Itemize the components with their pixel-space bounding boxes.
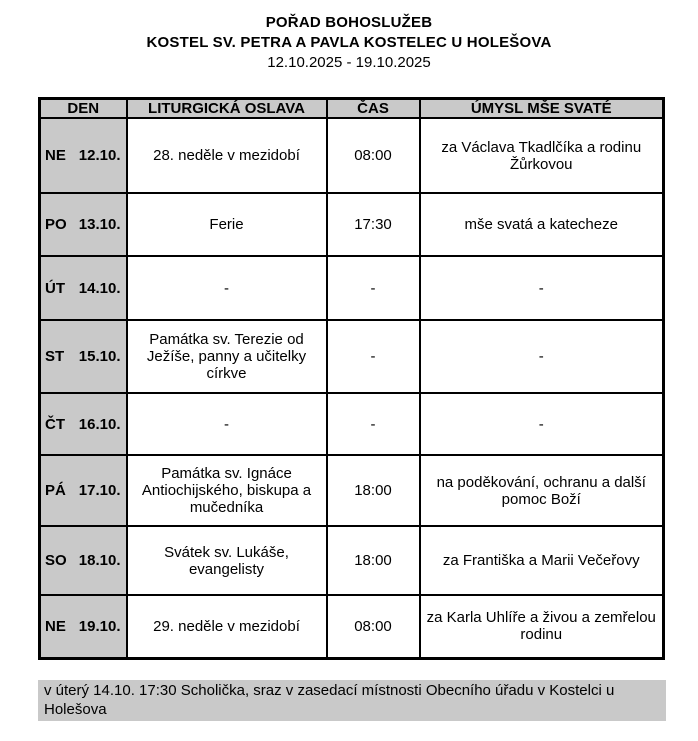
intention-cell: za Františka a Marii Večeřovy xyxy=(420,526,664,595)
table-row-so-18-10 xyxy=(40,526,664,595)
day-date: 17.10. xyxy=(78,482,121,499)
day-label xyxy=(41,618,126,635)
table-header-row xyxy=(40,99,664,119)
document-title: POŘAD BOHOSLUŽEB xyxy=(265,14,433,31)
day-abbr: SO xyxy=(45,552,67,569)
document-header xyxy=(0,0,698,73)
column-header-cas: ČAS xyxy=(327,99,420,119)
day-label xyxy=(41,147,126,164)
celebration-cell: Ferie xyxy=(127,193,327,256)
intention-cell: - xyxy=(420,256,664,320)
day-abbr: NE xyxy=(45,147,66,164)
time-cell: 18:00 xyxy=(327,455,420,526)
time-cell: - xyxy=(327,393,420,455)
intention-cell: za Václava Tkadlčíka a rodinu Žůrkovou xyxy=(420,118,664,193)
day-date: 18.10. xyxy=(78,552,121,569)
table-row-ct-16-10 xyxy=(40,393,664,455)
day-cell xyxy=(40,256,127,320)
day-cell xyxy=(40,455,127,526)
celebration-cell: - xyxy=(127,393,327,455)
intention-cell: za Karla Uhlíře a živou a zemřelou rodinu xyxy=(420,595,664,658)
day-label xyxy=(41,216,126,233)
day-abbr: PÁ xyxy=(45,482,66,499)
day-cell xyxy=(40,118,127,193)
time-cell: 08:00 xyxy=(327,118,420,193)
celebration-cell: Památka sv. Ignáce Antiochijského, biskupa a mučedníka xyxy=(127,455,327,526)
column-header-den: DEN xyxy=(40,99,127,119)
day-cell xyxy=(40,595,127,658)
celebration-cell: Svátek sv. Lukáše, evangelisty xyxy=(127,526,327,595)
day-abbr: ÚT xyxy=(45,279,65,297)
day-abbr: NE xyxy=(45,617,66,635)
day-abbr: ST xyxy=(45,348,65,365)
day-date: 12.10. xyxy=(78,147,121,164)
celebration-cell: 28. neděle v mezidobí xyxy=(127,118,327,193)
column-header-umysl-mse-svate: ÚMYSL MŠE SVATÉ xyxy=(420,99,664,119)
time-cell: - xyxy=(327,256,420,320)
intention-cell: - xyxy=(420,320,664,393)
table-row-ut-14-10 xyxy=(40,256,664,320)
day-cell xyxy=(40,393,127,455)
day-abbr: PO xyxy=(45,216,67,233)
day-date: 19.10. xyxy=(78,617,121,635)
celebration-cell: - xyxy=(127,256,327,320)
day-date: 15.10. xyxy=(78,348,121,365)
church-name: KOSTEL SV. PETRA A PAVLA KOSTELEC U HOLEŠOVA xyxy=(146,34,552,51)
intention-cell: na poděkování, ochranu a další pomoc Boží xyxy=(420,455,664,526)
time-cell: 17:30 xyxy=(327,193,420,256)
column-header-liturgicka-oslava: LITURGICKÁ OSLAVA xyxy=(127,99,327,119)
day-label xyxy=(41,416,126,433)
table-row-po-13-10 xyxy=(40,193,664,256)
celebration-cell: Památka sv. Terezie od Ježíše, panny a učitelky církve xyxy=(127,320,327,393)
table-row-pa-17-10 xyxy=(40,455,664,526)
day-date: 13.10. xyxy=(78,216,121,233)
day-label xyxy=(41,552,126,569)
day-abbr: ČT xyxy=(45,415,65,433)
date-range: 12.10.2025 - 19.10.2025 xyxy=(267,54,431,71)
table-row-ne-19-10 xyxy=(40,595,664,658)
day-label xyxy=(41,482,126,499)
day-cell xyxy=(40,193,127,256)
day-label xyxy=(41,348,126,365)
day-cell xyxy=(40,526,127,595)
day-label xyxy=(41,280,126,297)
day-date: 16.10. xyxy=(78,415,121,433)
time-cell: 08:00 xyxy=(327,595,420,658)
footer-note: v úterý 14.10. 17:30 Scholička, sraz v zasedací místnosti Obecního úřadu v Kostelci u Holešova xyxy=(38,680,666,721)
intention-cell: - xyxy=(420,393,664,455)
table-row-st-15-10 xyxy=(40,320,664,393)
day-cell xyxy=(40,320,127,393)
celebration-cell: 29. neděle v mezidobí xyxy=(127,595,327,658)
intention-cell: mše svatá a katecheze xyxy=(420,193,664,256)
time-cell: 18:00 xyxy=(327,526,420,595)
time-cell: - xyxy=(327,320,420,393)
table-row-ne-12-10 xyxy=(40,118,664,193)
schedule-table xyxy=(38,97,665,660)
day-date: 14.10. xyxy=(78,279,121,297)
